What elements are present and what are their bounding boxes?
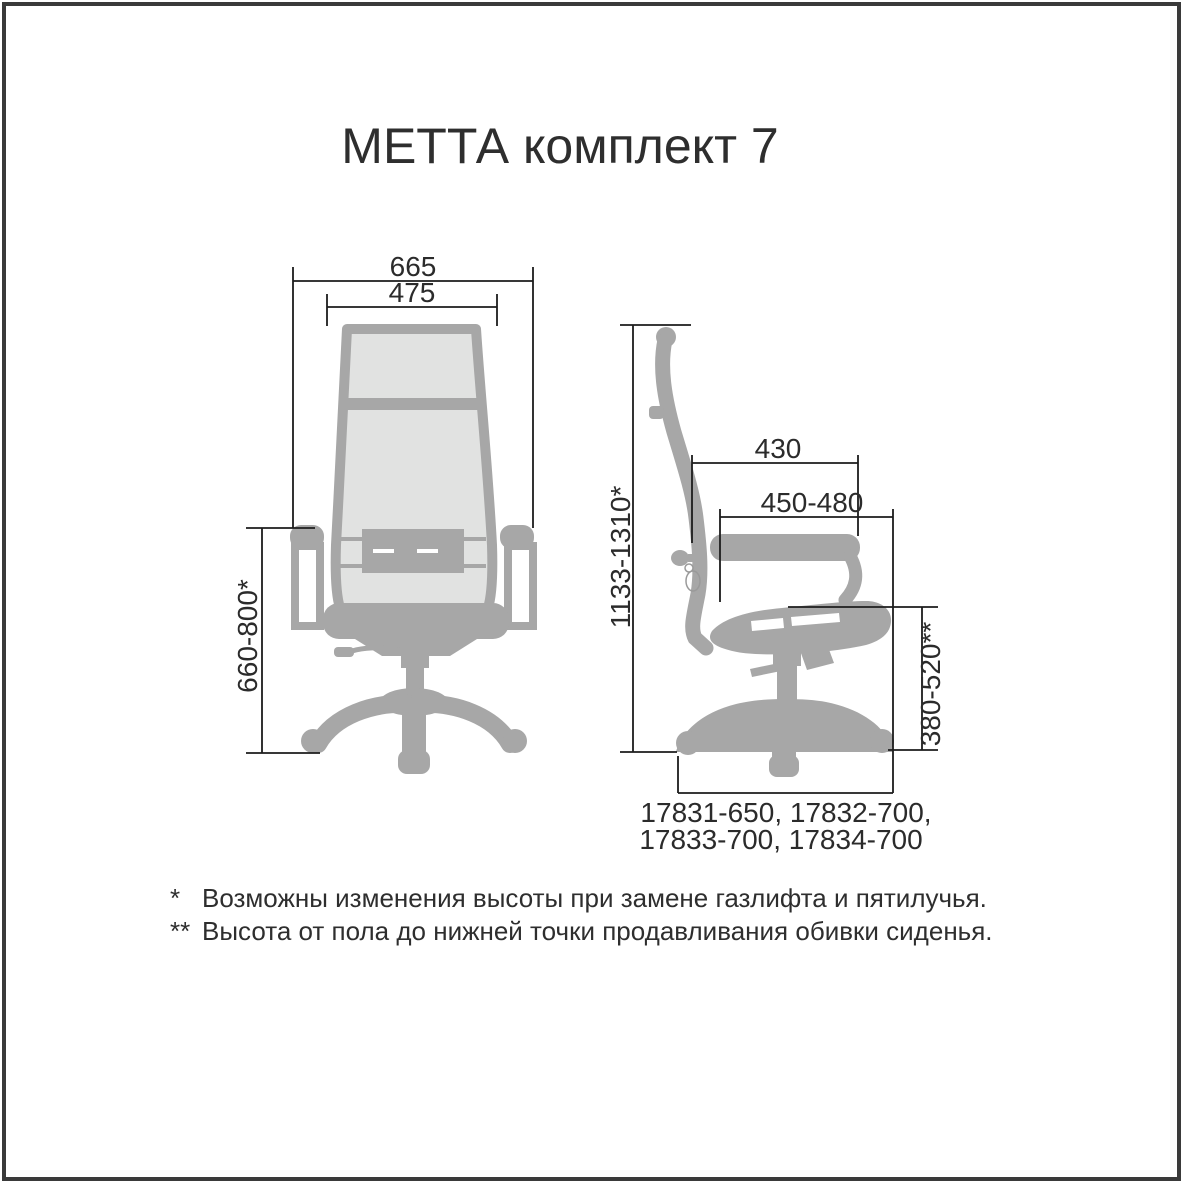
front-seat xyxy=(323,603,509,639)
front-caster-left xyxy=(301,729,325,753)
dim-label-armrest-height: 660-800* xyxy=(232,579,263,693)
side-backrest-tab xyxy=(649,406,664,419)
side-armrest-pad xyxy=(710,534,860,561)
front-armrest-support-left xyxy=(295,546,320,626)
front-base-leg-center xyxy=(402,700,426,758)
side-backrest-tube xyxy=(663,340,706,648)
side-caster-rear xyxy=(676,731,700,755)
dim-label-seat-height: 380-520** xyxy=(915,621,946,747)
side-lumbar-knob xyxy=(671,550,689,566)
front-base-leg-right xyxy=(418,704,510,744)
footnote-marker-2: ** xyxy=(170,916,191,946)
footnote-text-2: Высота от пола до нижней точки продавливания обивки сиденья. xyxy=(202,916,993,946)
front-caster-right xyxy=(503,729,527,753)
dim-label-base-models-line1: 17831-650, 17832-700, xyxy=(640,797,932,828)
dim-label-overall-height: 1133-1310* xyxy=(605,485,636,629)
front-chair-silhouette xyxy=(290,329,534,774)
dim-label-armrest-depth: 430 xyxy=(754,433,802,464)
footnote-gaslift xyxy=(170,882,993,915)
side-lumbar-bracket xyxy=(685,564,693,572)
dim-label-seat-depth: 450-480 xyxy=(760,487,864,518)
side-chair-silhouette xyxy=(649,327,894,777)
side-view xyxy=(605,325,946,855)
dim-label-base-models-line2: 17833-700, 17834-700 xyxy=(639,824,923,855)
front-lumbar-slot-left xyxy=(373,549,394,553)
front-view xyxy=(232,251,534,774)
side-armrest-support xyxy=(845,556,856,600)
footnote-text-1: Возможны изменения высоты при замене газлифта и пятилучья. xyxy=(202,883,987,913)
front-column-collar xyxy=(401,652,429,668)
dim-label-overall-width: 665 xyxy=(389,251,437,282)
front-gas-lever-handle xyxy=(334,647,354,657)
dim-label-backrest-width: 475 xyxy=(388,277,436,308)
footnotes xyxy=(170,882,993,948)
footnote-seat-height xyxy=(170,915,993,948)
front-lumbar-slot-right xyxy=(417,549,438,553)
front-base-leg-left xyxy=(318,704,410,744)
footnote-marker-1: * xyxy=(170,883,181,913)
side-caster-center xyxy=(769,755,799,777)
page-title: МЕТТА комплект 7 xyxy=(341,118,779,174)
side-column-collar xyxy=(773,648,801,666)
side-lumbar-knob-stem xyxy=(688,554,697,562)
front-armrest-support-right xyxy=(508,546,533,626)
front-caster-center xyxy=(398,750,430,774)
